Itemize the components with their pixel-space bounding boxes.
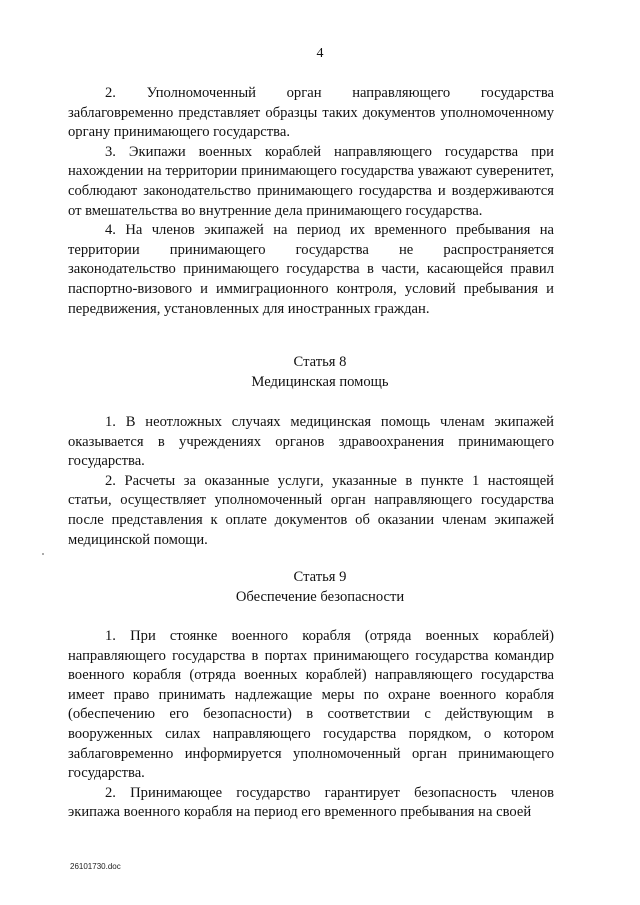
article-9-heading (0, 568, 640, 607)
paragraph: 1. В неотложных случаях медицинская помощь членам экипажей оказывается в учреждениях органов здравоохранения принимающего государства. (68, 414, 554, 470)
paragraph: 2. Принимающее государство гарантирует безопасность членов экипажа военного корабля на период его временного пребывания на своей (68, 784, 554, 821)
article-title: Обеспечение безопасности (235, 588, 405, 605)
article-8-heading (0, 353, 640, 392)
paragraph: 2. Расчеты за оказанные услуги, указанные в пункте 1 настоящей статьи, осуществляет уполномоченный орган направляющего государства после представления к оплате документов об оказании членам экипажей медицинской помощи. (68, 472, 554, 548)
article-title: Медицинская помощь (251, 373, 389, 390)
paragraph: 4. На членов экипажей на период их временного пребывания на территории принимающего государства не распространяется законодательство принимающего государства в части, касающейся правил паспортно-визового и иммиграционного контроля, условий пребывания и передвижения, установленных для иностранных граждан. (68, 222, 554, 317)
article-number: Статья 8 (293, 354, 347, 370)
paragraph: 1. При стоянке военного корабля (отряда военных кораблей) направляющего государства в портах принимающего государства командир военного корабля (отряда военных кораблей) направляющего государства имеет право принимать надлежащие меры по охране военного корабля (обеспечению его безопасности) в соответствии с действующим в вооруженных силах направляющего государства порядком, о котором заблаговременно информируется уполномоченный орган принимающего государства. (68, 628, 554, 782)
article-number: Статья 9 (293, 569, 347, 585)
article-8-body (68, 413, 554, 550)
page-number: 4 (316, 46, 324, 61)
file-name-footer: 26101730.doc (70, 862, 121, 871)
article-9-body (68, 627, 554, 823)
scan-artifact (42, 553, 44, 555)
body-section-continued (68, 84, 554, 319)
paragraph: 3. Экипажи военных кораблей направляющего государства при нахождении на территории принимающего государства уважают суверенитет, соблюдают законодательство принимающего государства и воздерживаются от вмешательства во внутренние дела принимающего государства. (68, 143, 554, 219)
paragraph: 2. Уполномоченный орган направляющего государства заблаговременно представляет образцы таких документов уполномоченному органу принимающего государства. (68, 85, 554, 141)
